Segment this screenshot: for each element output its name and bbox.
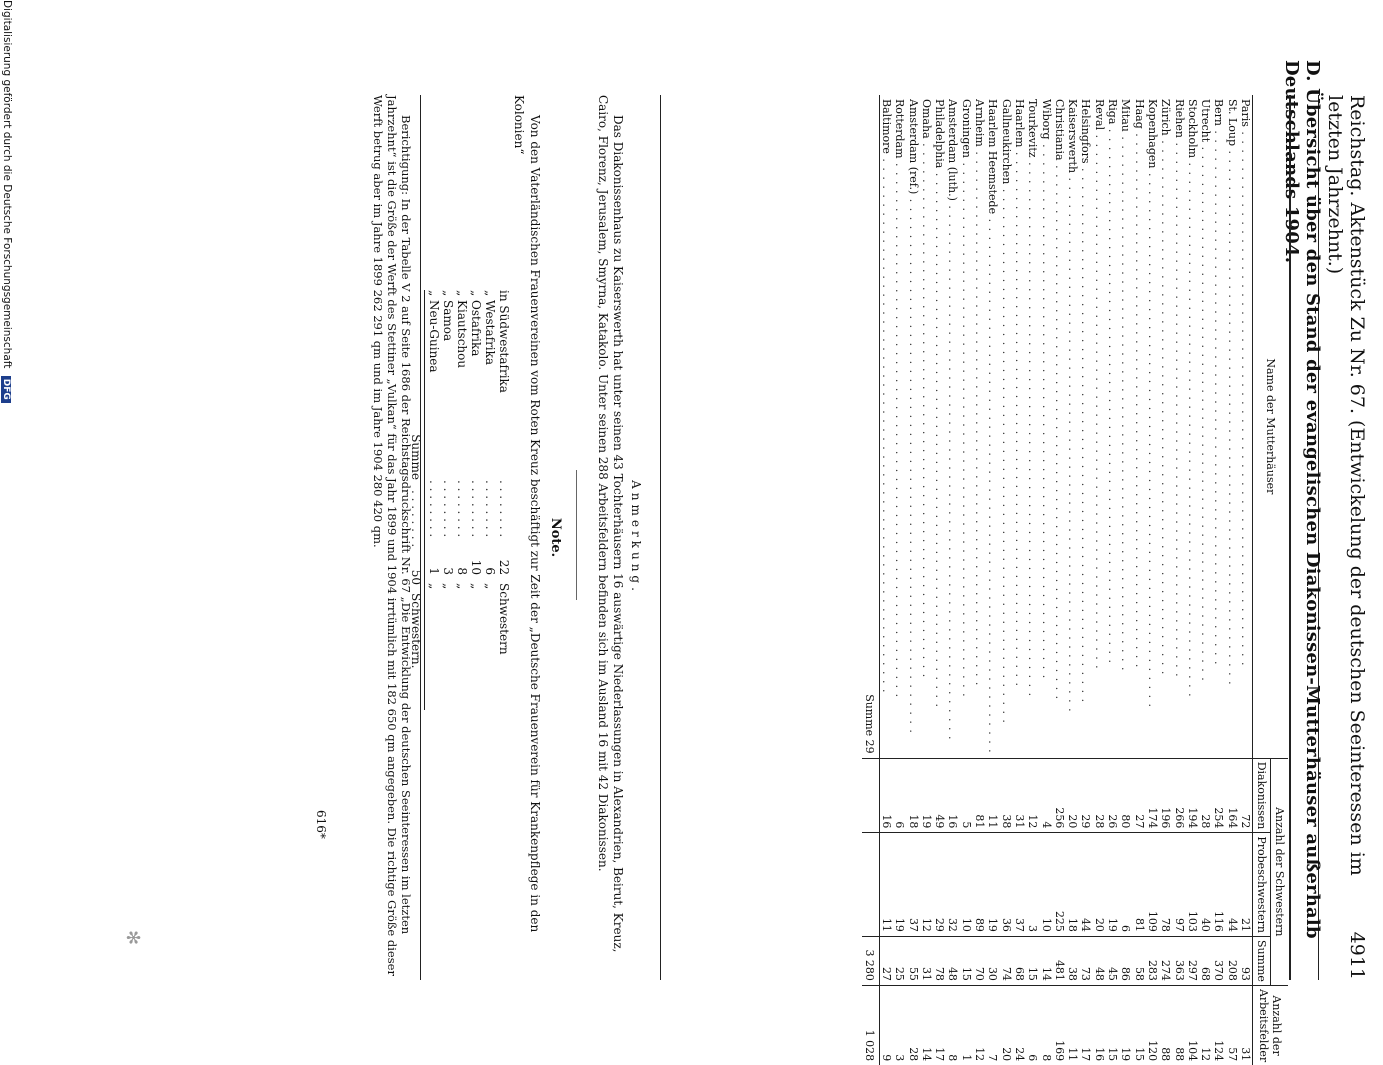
cell-probeschwestern: 19 xyxy=(986,833,999,937)
leader-dots: . . . . . . . . xyxy=(497,480,511,538)
leader-dots: . . . . . . . . . . . . . . . . . . . . . . . . . . . . . . . . . . . . . . . . . . . . . . . . . . . . . . . . . . . . xyxy=(946,200,960,741)
sum-label: Summe 29 xyxy=(862,95,879,758)
motherhouse-name: Helsingfors xyxy=(1079,99,1093,164)
cell-name xyxy=(1186,95,1199,758)
cell-name xyxy=(1172,95,1185,758)
table-row xyxy=(920,95,933,1065)
cell-arbeitsfelder: 24 xyxy=(1013,985,1026,1065)
cell-summe: 58 xyxy=(1132,936,1145,985)
cell-name xyxy=(1119,95,1132,758)
colony-value: 10 xyxy=(469,559,483,575)
cell-probeschwestern: 78 xyxy=(1159,833,1172,937)
colony-label: „ Neu-Guinea xyxy=(427,290,441,373)
cell-name xyxy=(920,95,933,758)
cell-diakonissen: 5 xyxy=(959,758,972,833)
cell-arbeitsfelder: 88 xyxy=(1159,985,1172,1065)
cell-diakonissen: 31 xyxy=(1013,758,1026,833)
motherhouse-name: Zürich xyxy=(1159,99,1173,136)
colonies-list-item xyxy=(469,290,483,710)
table-row xyxy=(999,95,1012,1065)
cell-summe: 25 xyxy=(893,936,906,985)
table-row xyxy=(1239,95,1253,1065)
cell-arbeitsfelder: 1 xyxy=(959,985,972,1065)
table-row xyxy=(946,95,959,1065)
colony-label: „ Samoa xyxy=(441,290,455,342)
colonies-sum-label: Summe xyxy=(409,434,423,480)
colony-unit: „ xyxy=(427,583,441,590)
cell-summe: 73 xyxy=(1079,936,1092,985)
cell-arbeitsfelder: 16 xyxy=(1092,985,1105,1065)
leader-dots: . . . . . . . . . . . . . . . . . . . . . . . . . . . . . . . . . . . . . . . . . . . . . . . . . . . . . . . . . . . . xyxy=(933,168,947,708)
cell-arbeitsfelder: 104 xyxy=(1186,985,1199,1065)
table-row xyxy=(1066,95,1079,1065)
colony-unit: „ xyxy=(469,583,483,590)
motherhouse-name: Christiania xyxy=(1052,99,1066,161)
table-row xyxy=(1132,95,1145,1065)
cell-arbeitsfelder: 20 xyxy=(999,985,1012,1065)
col-header-diakonissen: Diakonissen xyxy=(1253,758,1271,833)
cell-name xyxy=(1106,95,1119,758)
cell-diakonissen: 18 xyxy=(906,758,919,833)
cell-probeschwestern: 97 xyxy=(1172,833,1185,937)
cell-summe: 70 xyxy=(973,936,986,985)
colonies-list-item xyxy=(441,290,455,710)
cell-arbeitsfelder: 7 xyxy=(986,985,999,1065)
leader-dots: . . . . . . . . . . . . . . . . . . . . . . . . . . . . . . . . . . . . . . . . . . . . . . . . . . . . . . . . . . . . xyxy=(1039,139,1053,680)
cell-arbeitsfelder: 17 xyxy=(1079,985,1092,1065)
colony-label: „ Ostafrika xyxy=(469,290,483,357)
cell-summe: 68 xyxy=(1013,936,1026,985)
cell-name xyxy=(959,95,972,758)
table-row xyxy=(1199,95,1212,1065)
cell-diakonissen: 26 xyxy=(1106,758,1119,833)
digitization-footer xyxy=(1,0,13,1000)
leader-dots: . . . . . . . . . . . . . . . . . . . . . . . . . . . . . . . . . . . . . . . . . . . . . . . . . . . . . . . . . . . . xyxy=(999,184,1013,724)
motherhouse-name: Baltimore xyxy=(879,99,893,154)
cell-summe: 38 xyxy=(1066,936,1079,985)
cell-diakonissen: 29 xyxy=(1079,758,1092,833)
correction-text: Berichtigung: In der Tabelle V 2 auf Seite 1686 der Reichstagsdruckschrift Nr. 67 „Die Entwicklung der deutschen Seeinteressen im letzten Jahrzehnt“ ist die Größe der Werft des Stettiner „Vulkan“ für das Jahr 1899 und 1904 irrtümlich mit 182 650 qm angegeben. Die richtige Größe dieser Werft betrug aber im Jahre 1899 262 291 qm und im Jahre 1904 280 420 qm. xyxy=(371,95,413,976)
table-row xyxy=(1106,95,1119,1065)
col-header-name: Name der Mutterhäuser xyxy=(1253,95,1289,758)
cell-arbeitsfelder: 14 xyxy=(920,985,933,1065)
table-row xyxy=(986,95,999,1065)
cell-probeschwestern: 3 xyxy=(1026,833,1039,937)
cell-probeschwestern: 19 xyxy=(1106,833,1119,937)
col-header-summe: Summe xyxy=(1253,936,1271,985)
cell-diakonissen: 164 xyxy=(1225,758,1238,833)
leader-dots: . . . . . . . . . . . . . . . . . . . . . . . . . . . . . . . . . . . . . . . . . . . . . . . . . . . . . . . . . . . . xyxy=(1026,157,1040,698)
table-bottom-rule xyxy=(660,95,661,980)
motherhouse-name: Omaha xyxy=(919,99,933,139)
cell-probeschwestern: 36 xyxy=(999,833,1012,937)
colonies-list xyxy=(409,290,511,710)
cell-diakonissen: 4 xyxy=(1039,758,1052,833)
cell-probeschwestern: 10 xyxy=(959,833,972,937)
cell-summe: 45 xyxy=(1106,936,1119,985)
colony-unit: „ xyxy=(441,583,455,590)
colonies-sum-unit: Schwestern. xyxy=(409,593,423,669)
leader-dots: . . . . . . . . . . . . . . . . . . . . . . . . . . . . . . . . . . . . . . . . . . . . . . . . . . . . . . . . . . . . xyxy=(1172,138,1186,678)
cell-summe: 68 xyxy=(1199,936,1212,985)
leader-dots: . . . . . . . . . . . . . . . . . . . . . . . . . . . . . . . . . . . . . . . . . . . . . . . . . . . . . . . . . . . . xyxy=(1052,160,1066,701)
cell-name xyxy=(879,95,893,758)
leader-dots: . . . . . . . . . . . . . . . . . . . . . . . . . . . . . . . . . . . . . . . . . . . . . . . . . . . . . . . . . . . . xyxy=(1106,124,1120,664)
cell-name xyxy=(933,95,946,758)
leader-dots: . . . . . . . . . . . . . . . . . . . . . . . . . . . . . . . . . . . . . . . . . . . . . . . . . . . . . . . . . . . . xyxy=(919,138,933,679)
motherhouse-name: Rotterdam xyxy=(893,99,907,159)
table-row xyxy=(1026,95,1039,1065)
cell-name xyxy=(1053,95,1066,758)
table-row xyxy=(1186,95,1199,1065)
cell-summe: 78 xyxy=(933,936,946,985)
cell-summe: 30 xyxy=(986,936,999,985)
leader-dots: . . . . . . . . . . . . . . . . . . . . . . . . . . . . . . . . . . . . . . . . . . . . . . . . . . . . . . . . . . . . xyxy=(1239,126,1252,667)
table-sum-row xyxy=(862,95,879,1065)
footer-text: Digitalisierung gefördert durch die Deutsche Forschungsgemeinschaft xyxy=(1,0,13,369)
colony-value: 1 xyxy=(427,567,441,575)
col-header-arbeitsfelder: Anzahl der Arbeitsfelder xyxy=(1253,985,1289,1065)
cell-summe: 55 xyxy=(906,936,919,985)
cell-probeschwestern: 81 xyxy=(1132,833,1145,937)
leader-dots: . . . . . . . . . . . . . . . . . . . . . . . . . . . . . . . . . . . . . . . . . . . . . . . . . . . . . . . . . . . . xyxy=(1079,163,1093,704)
colony-label: in Südwestafrika xyxy=(497,290,511,393)
table-row xyxy=(1212,95,1225,1065)
motherhouse-name: Arnheim xyxy=(973,99,987,147)
cell-summe: 74 xyxy=(999,936,1012,985)
cell-diakonissen: 80 xyxy=(1119,758,1132,833)
cell-diakonissen: 16 xyxy=(879,758,893,833)
cell-probeschwestern: 6 xyxy=(1119,833,1132,937)
dfg-logo: DFG xyxy=(1,376,11,403)
leader-dots: . . . . . . . . xyxy=(455,480,469,538)
cell-arbeitsfelder: 12 xyxy=(973,985,986,1065)
motherhouse-name: Paris xyxy=(1239,99,1252,127)
colonies-list-item xyxy=(483,290,497,710)
cell-diakonissen: 81 xyxy=(973,758,986,833)
cell-arbeitsfelder: 8 xyxy=(1039,985,1052,1065)
cell-summe: 93 xyxy=(1239,936,1253,985)
cell-arbeitsfelder: 9 xyxy=(879,985,893,1065)
leader-dots: . . . . . . . . . . . . . . . . . . . . . . . . . . . . . . . . . . . . . . . . . . . . . . . . . . . . . . . . . . . . xyxy=(1132,128,1146,669)
cell-arbeitsfelder: 3 xyxy=(893,985,906,1065)
table-row xyxy=(973,95,986,1065)
cell-name xyxy=(973,95,986,758)
leader-dots: . . . . . . . . . . . . . . . . . . . . . . . . . . . . . . . . . . . . . . . . . . . . . . . . . . . . . . . . . . . . xyxy=(906,194,920,734)
cell-diakonissen: 19 xyxy=(920,758,933,833)
cell-summe: 283 xyxy=(1146,936,1159,985)
cell-name xyxy=(893,95,906,758)
cell-arbeitsfelder: 11 xyxy=(1066,985,1079,1065)
page-number: 616* xyxy=(314,810,328,839)
leader-dots: . . . . . . . . xyxy=(483,480,497,538)
leader-dots: . . . . . . . . . . . . . . . . . . . . . . . . . . . . . . . . . . . . . . . . . . . . . . . . . . . . . . . . . . . . xyxy=(1159,135,1173,676)
cell-probeschwestern: 89 xyxy=(973,833,986,937)
cell-diakonissen: 27 xyxy=(1132,758,1145,833)
table-row xyxy=(1119,95,1132,1065)
leader-dots: . . . . . . . . . . . . . . . . . . . . . . . . . . . . . . . . . . . . . . . . . . . . . . . . . . . . . . . . . . . . xyxy=(1012,147,1026,688)
cell-summe: 14 xyxy=(1039,936,1052,985)
cell-summe: 86 xyxy=(1119,936,1132,985)
leader-dots: . . . . . . . . xyxy=(469,480,483,538)
cell-summe: 274 xyxy=(1159,936,1172,985)
leader-dots: . . . . . . . . . . . . . . . . . . . . . . . . . . . . . . . . . . . . . . . . . . . . . . . . . . . . . . . . . . . . xyxy=(1092,130,1106,670)
cell-name xyxy=(1159,95,1172,758)
colony-unit: „ xyxy=(455,583,469,590)
colonies-list-item xyxy=(427,290,441,710)
table-row xyxy=(1172,95,1185,1065)
cell-probeschwestern: 37 xyxy=(1013,833,1026,937)
motherhouse-name: Kaiserswerth xyxy=(1066,99,1080,174)
cell-probeschwestern: 12 xyxy=(920,833,933,937)
cell-arbeitsfelder: 124 xyxy=(1212,985,1225,1065)
cell-probeschwestern: 10 xyxy=(1039,833,1052,937)
cell-arbeitsfelder: 12 xyxy=(1199,985,1212,1065)
cell-arbeitsfelder: 88 xyxy=(1172,985,1185,1065)
motherhouse-name: Wiborg xyxy=(1039,99,1053,140)
motherhouse-name: Mitau xyxy=(1119,99,1133,132)
col-header-probeschwestern: Probeschwestern xyxy=(1253,833,1271,937)
table-row xyxy=(1146,95,1159,1065)
table-body xyxy=(879,95,1252,1065)
cell-probeschwestern: 29 xyxy=(933,833,946,937)
cell-diakonissen: 174 xyxy=(1146,758,1159,833)
table-row xyxy=(893,95,906,1065)
cell-diakonissen: 11 xyxy=(986,758,999,833)
table-row xyxy=(933,95,946,1065)
cell-name xyxy=(1026,95,1039,758)
cell-probeschwestern: 11 xyxy=(879,833,893,937)
cell-diakonissen: 266 xyxy=(1172,758,1185,833)
cell-probeschwestern: 109 xyxy=(1146,833,1159,937)
leader-dots: . . . . . . . . . . . . . . . . . . . . . . . . . . . . . . . . . . . . . . . . . . . . . . . . . . . . . . . . . . . . xyxy=(973,146,987,687)
leader-dots: . . . . . . . . . . . . . . . . . . . . . . . . . . . . . . . . . . . . . . . . . . . . . . . . . . . . . . . . . . . . xyxy=(893,158,907,699)
table-row xyxy=(1013,95,1026,1065)
motherhouse-name: St. Loup xyxy=(1225,99,1239,147)
leader-dots: . . . . . . . . . . . . . . . . . . . . . . . . . . . . . . . . . . . . . . . . . . . . . . . . . . . . . . . . . . . . xyxy=(986,214,1000,754)
leader-dots: . . . . . . . . . . . . . . . . . . . . . . . . . . . . . . . . . . . . . . . . . . . . . . . . . . . . . . . . . . . . xyxy=(1119,131,1133,672)
sum-arbeit: 1 028 xyxy=(862,985,879,1065)
leader-dots: . . . . . . . . . . . . . . . . . . . . . . . . . . . . . . . . . . . . . . . . . . . . . . . . . . . . . . . . . . . . xyxy=(1212,125,1226,666)
cell-name xyxy=(1199,95,1212,758)
header-title: Reichstag. Aktenstück Zu Nr. 67. (Entwickelung der deutschen Seeinteressen im letzten Jahrzehnt.) xyxy=(1324,95,1368,876)
cell-name xyxy=(1039,95,1052,758)
stamp-mark: ✻ xyxy=(122,930,143,946)
motherhouse-name: Tourkevitz xyxy=(1026,99,1040,158)
cell-diakonissen: 20 xyxy=(1066,758,1079,833)
table-row xyxy=(1053,95,1066,1065)
cell-diakonissen: 49 xyxy=(933,758,946,833)
cell-name xyxy=(999,95,1012,758)
colonies-sum-value: 50 xyxy=(409,569,423,585)
cell-name xyxy=(1212,95,1225,758)
leader-dots: . . . . . . . . xyxy=(441,480,455,538)
cell-arbeitsfelder: 169 xyxy=(1053,985,1066,1065)
cell-probeschwestern: 18 xyxy=(1066,833,1079,937)
cell-name xyxy=(946,95,959,758)
motherhouse-name: Amsterdam (ref.) xyxy=(906,99,920,195)
leader-dots: . . . . . . . . . . . . . . . . . . . . . . . . . . . . . . . . . . . . . . . . . . . . . . . . . . . . . . . . . . . . xyxy=(1066,173,1080,713)
motherhouse-name: Haarlem xyxy=(1012,99,1026,148)
correction-rule xyxy=(420,95,421,980)
motherhouse-name: Kopenhagen xyxy=(1145,99,1159,169)
table-row xyxy=(1092,95,1105,1065)
cell-diakonissen: 196 xyxy=(1159,758,1172,833)
motherhouse-name: Gallneukirchen xyxy=(999,99,1013,185)
cell-probeschwestern: 37 xyxy=(906,833,919,937)
cell-name xyxy=(1239,95,1253,758)
cell-arbeitsfelder: 28 xyxy=(906,985,919,1065)
cell-name xyxy=(1013,95,1026,758)
table-row xyxy=(1079,95,1092,1065)
cell-name xyxy=(1092,95,1105,758)
motherhouse-name: Riehen xyxy=(1172,99,1186,138)
leader-dots: . . . . . . . . . . . . . . . . . . . . . . . . . . . . . . . . . . . . . . . . . . . . . . . . . . . . . . . . . . . . xyxy=(1225,146,1239,686)
cell-arbeitsfelder: 8 xyxy=(946,985,959,1065)
colony-unit: „ xyxy=(483,583,497,590)
colony-label: „ Kiautschou xyxy=(455,290,469,369)
cell-summe: 27 xyxy=(879,936,893,985)
motherhouse-name: Haarlem Heemstede xyxy=(986,99,1000,215)
cell-summe: 15 xyxy=(959,936,972,985)
leader-dots: . . . . . . . . . . . . . . . . . . . . . . . . . . . . . . . . . . . . . . . . . . . . . . . . . . . . . . . . . . . . xyxy=(1199,142,1213,682)
cell-diakonissen: 6 xyxy=(893,758,906,833)
cell-summe: 15 xyxy=(1026,936,1039,985)
colony-value: 22 xyxy=(497,559,511,575)
cell-arbeitsfelder: 120 xyxy=(1146,985,1159,1065)
cell-probeschwestern: 44 xyxy=(1225,833,1238,937)
anmerkung-text: Das Diakonissenhaus zu Kaiserswerth hat unter seinen 43 Tochterhäusern 16 auswärtige Niederlassungen in Alexandrien, Beirut, Kreuz, Cairo, Florenz, Jerusalem, Smyrna, Katakolo. Unter seinen 288 Arbeitsfeldern befinden sich im Ausland 16 mit 42 Diakonissen. xyxy=(596,95,625,953)
cell-probeschwestern: 21 xyxy=(1239,833,1253,937)
cell-summe: 363 xyxy=(1172,936,1185,985)
cell-diakonissen: 254 xyxy=(1212,758,1225,833)
cell-probeschwestern: 32 xyxy=(946,833,959,937)
sum-probe xyxy=(862,833,879,937)
cell-name xyxy=(1225,95,1238,758)
cell-arbeitsfelder: 15 xyxy=(1132,985,1145,1065)
cell-diakonissen: 28 xyxy=(1199,758,1212,833)
cell-diakonissen: 256 xyxy=(1053,758,1066,833)
cell-probeschwestern: 103 xyxy=(1186,833,1199,937)
cell-arbeitsfelder: 6 xyxy=(1026,985,1039,1065)
colony-unit: Schwestern xyxy=(497,583,511,655)
cell-name xyxy=(1132,95,1145,758)
cell-name xyxy=(1079,95,1092,758)
motherhouse-name: Amsterdam (luth.) xyxy=(946,99,960,201)
header-page-number: 4911 xyxy=(1346,931,1368,980)
motherhouse-name: Riga xyxy=(1106,99,1120,125)
cell-probeschwestern: 44 xyxy=(1079,833,1092,937)
cell-arbeitsfelder: 17 xyxy=(933,985,946,1065)
cell-summe: 48 xyxy=(1092,936,1105,985)
leader-dots: . . . . . . . . . . . . . . . . . . . . . . . . . . . . . . . . . . . . . . . . . . . . . . . . . . . . . . . . . . . . xyxy=(1185,158,1199,698)
cell-name xyxy=(1066,95,1079,758)
colony-value: 8 xyxy=(455,567,469,575)
motherhouse-name: Utrecht xyxy=(1199,99,1213,143)
motherhouse-name: Groningen xyxy=(959,99,973,158)
col-header-group: Anzahl der Schwestern xyxy=(1271,758,1289,985)
table-top-rule xyxy=(1289,95,1291,980)
cell-probeschwestern: 225 xyxy=(1053,833,1066,937)
colonies-list-item xyxy=(497,290,511,710)
cell-probeschwestern: 20 xyxy=(1092,833,1105,937)
cell-summe: 297 xyxy=(1186,936,1199,985)
leader-dots: . . . . . . . . xyxy=(427,480,441,538)
cell-name xyxy=(986,95,999,758)
cell-diakonissen: 28 xyxy=(1092,758,1105,833)
section-heading: D. Übersicht über den Stand der evangelischen Diakonissen-Mutterhäuser außerhalb Deutschlands 1904. xyxy=(1281,60,1323,939)
leader-dots: . . . . . . . . . . . . . . . . . . . . . . . . . . . . . . . . . . . . . . . . . . . . . . . . . . . . . . . . . . . . xyxy=(1145,168,1159,709)
colony-value: 6 xyxy=(483,567,497,575)
cell-summe: 31 xyxy=(920,936,933,985)
cell-diakonissen: 72 xyxy=(1239,758,1253,833)
cell-name xyxy=(1146,95,1159,758)
cell-diakonissen: 38 xyxy=(999,758,1012,833)
cell-name xyxy=(906,95,919,758)
table-row xyxy=(1039,95,1052,1065)
table-row xyxy=(959,95,972,1065)
cell-arbeitsfelder: 15 xyxy=(1106,985,1119,1065)
leader-dots: . . . . . . . . . . . . . . . . . . . . . . . . . . . . . . . . . . . . . . . . . . . . . . . . . . . . . . . . . . . . xyxy=(959,158,973,698)
table-row xyxy=(879,95,893,1065)
colonies-list-item xyxy=(455,290,469,710)
table-row xyxy=(1159,95,1172,1065)
divider xyxy=(576,470,577,600)
cell-probeschwestern: 116 xyxy=(1212,833,1225,937)
note-text: Von den Vaterländischen Frauenvereinen vom Roten Kreuz beschäftigt zur Zeit der „Deutsche Frauenverein für Krankenpflege in den Kolonien“ xyxy=(512,95,542,933)
sum-diak xyxy=(862,758,879,833)
motherhouse-name: Haag xyxy=(1132,99,1146,129)
anmerkung-title: Anmerkung. xyxy=(629,480,643,595)
motherhouse-name: Bern xyxy=(1212,99,1226,126)
cell-summe: 370 xyxy=(1212,936,1225,985)
colony-value: 3 xyxy=(441,567,455,575)
table-row xyxy=(1225,95,1238,1065)
cell-diakonissen: 12 xyxy=(1026,758,1039,833)
sum-summe: 3 280 xyxy=(862,936,879,985)
leader-dots: . . . . . . . . xyxy=(409,490,423,548)
note-title: Note. xyxy=(548,517,563,558)
cell-summe: 481 xyxy=(1053,936,1066,985)
table-row xyxy=(906,95,919,1065)
cell-probeschwestern: 40 xyxy=(1199,833,1212,937)
motherhouse-name: Philadelphia xyxy=(933,99,947,169)
motherhouse-name: Reval xyxy=(1092,99,1106,131)
cell-arbeitsfelder: 19 xyxy=(1119,985,1132,1065)
cell-diakonissen: 194 xyxy=(1186,758,1199,833)
motherhouses-table xyxy=(862,95,1288,1065)
cell-arbeitsfelder: 31 xyxy=(1239,985,1253,1065)
colony-label: „ Westafrika xyxy=(483,290,497,366)
cell-arbeitsfelder: 57 xyxy=(1225,985,1238,1065)
cell-probeschwestern: 19 xyxy=(893,833,906,937)
page-header xyxy=(1318,95,1368,980)
cell-summe: 208 xyxy=(1225,936,1238,985)
motherhouse-name: Stockholm xyxy=(1185,99,1199,159)
cell-summe: 48 xyxy=(946,936,959,985)
cell-diakonissen: 16 xyxy=(946,758,959,833)
leader-dots: . . . . . . . . . . . . . . . . . . . . . . . . . . . . . . . . . . . . . . . . . . . . . . . . . . . . . . . . . . . . xyxy=(879,153,893,694)
